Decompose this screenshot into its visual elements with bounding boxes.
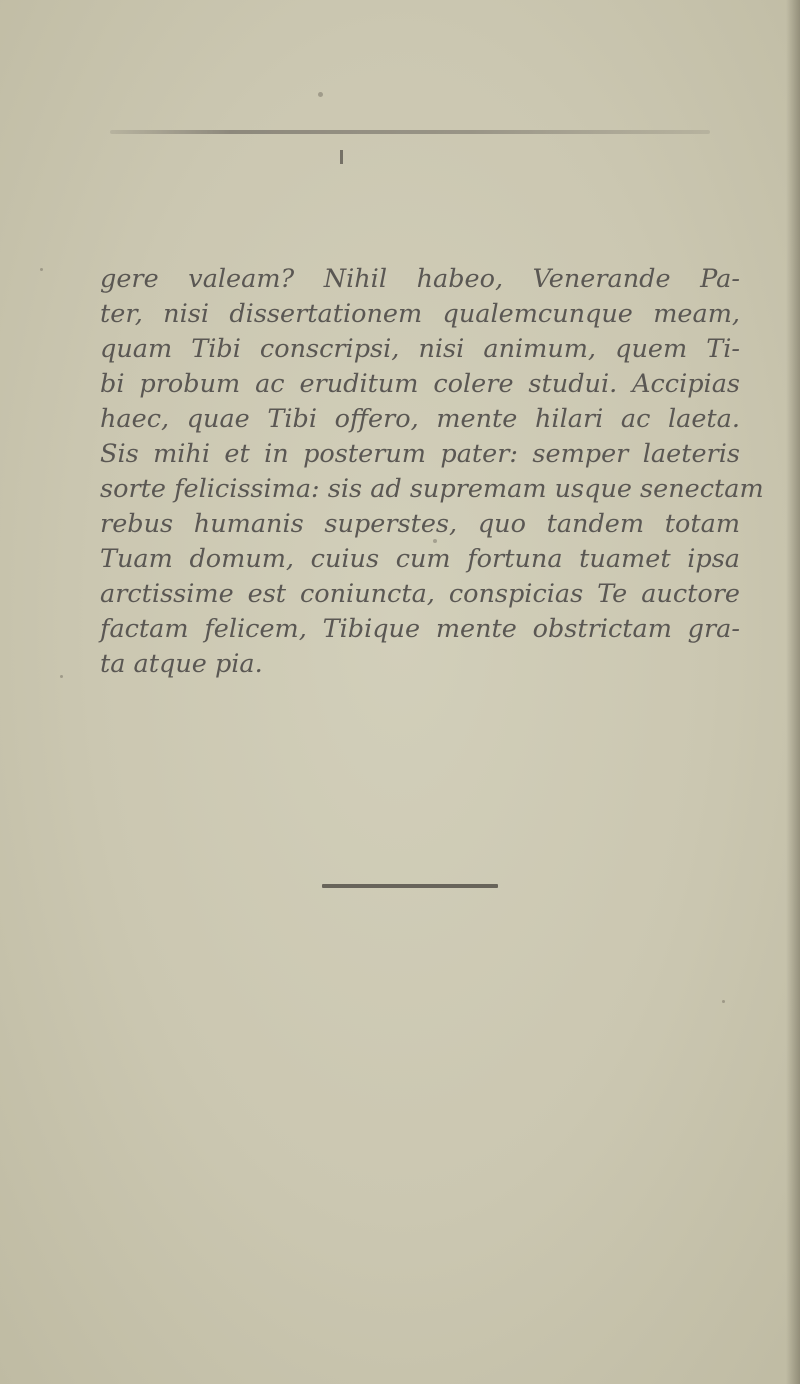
paper-speck — [433, 539, 437, 543]
paper-speck — [722, 1000, 725, 1003]
text-line: sorte felicissima: sis ad supremam usque senectam — [100, 474, 764, 504]
text-line: rebus humanis superstes, quo tandem totam — [100, 509, 740, 539]
top-rule — [110, 130, 710, 134]
text-line: bi probum ac eruditum colere studui. Accipias — [100, 369, 740, 399]
text-line: Sis mihi et in posterum pater: semper laeteris — [100, 439, 740, 469]
text-line: arctissime est coniuncta, conspicias Te auctore — [100, 579, 740, 609]
text-line: quam Tibi conscripsi, nisi animum, quem Ti- — [100, 334, 740, 364]
text-line: ter, nisi dissertationem qualemcunque meam, — [100, 299, 740, 329]
page-edge-shadow — [786, 0, 800, 1384]
text-line: haec, quae Tibi offero, mente hilari ac laeta. — [100, 404, 740, 434]
text-line: ta atque pia. — [100, 649, 263, 679]
text-line: gere valeam? Nihil habeo, Venerande Pa- — [100, 264, 740, 294]
paper-speck — [60, 675, 63, 678]
top-mark — [340, 150, 343, 164]
paper-speck — [318, 92, 323, 97]
text-line: Tuam domum, cuius cum fortuna tuamet ipsa — [100, 544, 740, 574]
paper-speck — [40, 268, 43, 271]
end-rule — [322, 884, 498, 888]
dedication-text — [100, 262, 764, 682]
text-line: factam felicem, Tibique mente obstrictam gra- — [100, 614, 740, 644]
